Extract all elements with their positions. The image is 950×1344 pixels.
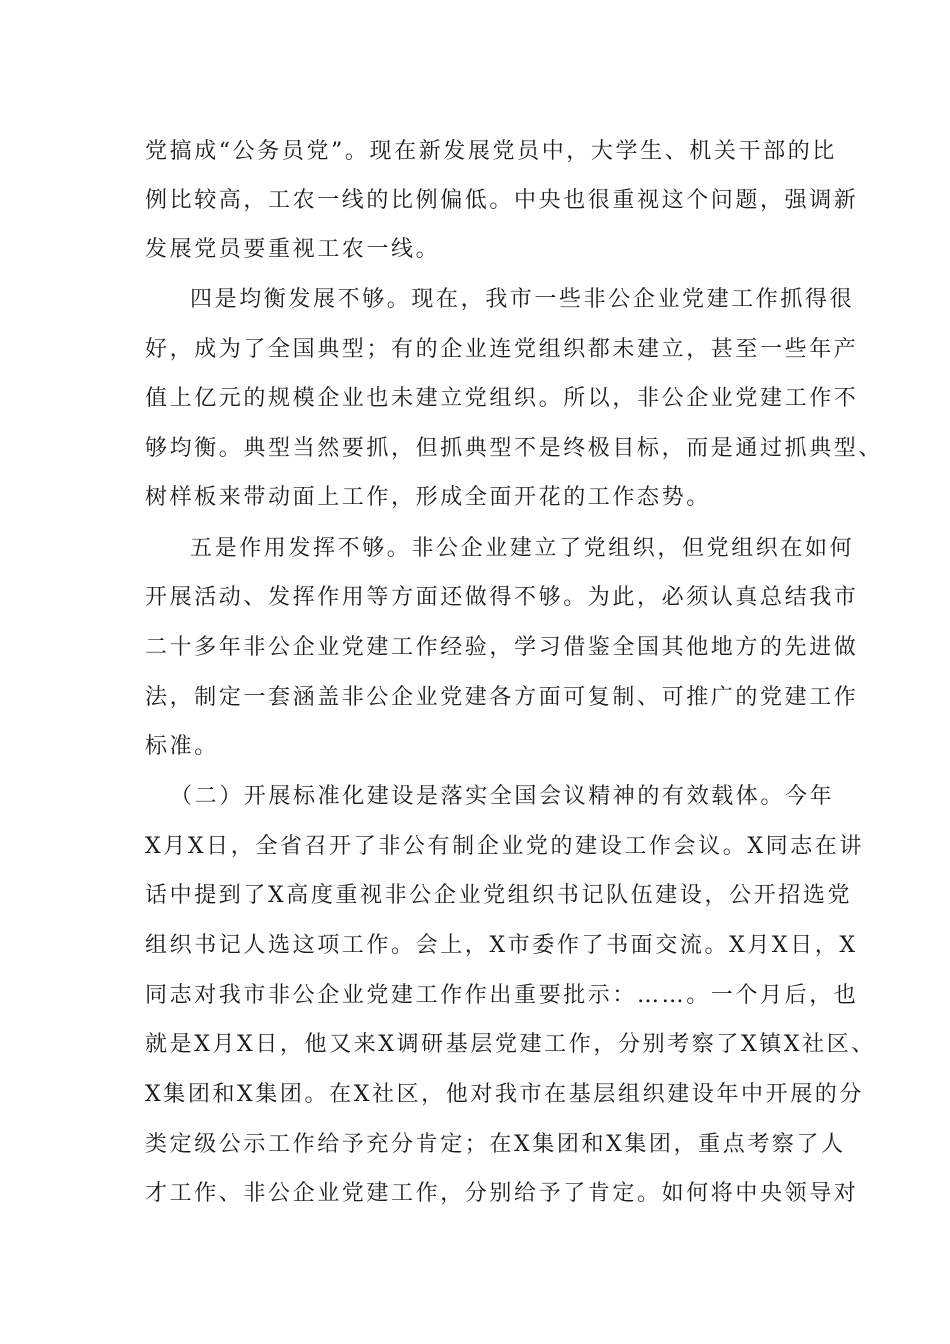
text-line-2: 例比较高，工农一线的比例偏低。中央也很重视这个问题，强调新 xyxy=(145,188,859,213)
text-line-10: 开展活动、发挥作用等方面还做得不够。为此，必须认真总结我市 xyxy=(145,585,859,610)
text-line-13: 标准。 xyxy=(145,734,219,759)
text-line-4: 四是均衡发展不够。现在，我市一些非公企业党建工作抓得很 xyxy=(190,287,855,312)
text-line-9: 五是作用发挥不够。非公企业建立了党组织，但党组织在如何 xyxy=(190,536,855,561)
text-line-11: 二十多年非公企业党建工作经验，学习借鉴全国其他地方的先进做 xyxy=(145,635,859,660)
text-line-18: 同志对我市非公企业党建工作作出重要批示：……。一个月后，也 xyxy=(145,983,859,1008)
text-line-5: 好，成为了全国典型；有的企业连党组织都未建立，甚至一些年产 xyxy=(145,337,859,362)
text-line-3: 发展党员要重视工农一线。 xyxy=(145,237,441,262)
text-line-17: 组织书记人选这项工作。会上，X市委作了书面交流。X月X日，X xyxy=(145,933,858,958)
text-line-20: X集团和X集团。在X社区，他对我市在基层组织建设年中开展的分 xyxy=(145,1082,864,1107)
text-line-14: （二）开展标准化建设是落实全国会议精神的有效载体。今年 xyxy=(170,784,835,809)
text-line-21: 类定级公示工作给予充分肯定；在X集团和X集团，重点考察了人 xyxy=(145,1132,846,1157)
text-line-7: 够均衡。典型当然要抓，但抓典型不是终极目标，而是通过抓典型、 xyxy=(145,436,884,461)
text-line-8: 树样板来带动面上工作，形成全面开花的工作态势。 xyxy=(145,485,711,510)
text-line-16: 话中提到了X高度重视非公企业党组织书记队伍建设，公开招选党 xyxy=(145,883,853,908)
text-line-22: 才工作、非公企业党建工作，分别给予了肯定。如何将中央领导对 xyxy=(145,1181,859,1206)
text-line-15: X月X日，全省召开了非公有制企业党的建设工作会议。X同志在讲 xyxy=(145,834,864,859)
text-line-1: 党搞成“公务员党”。现在新发展党员中，大学生、机关干部的比 xyxy=(145,139,837,164)
text-line-19: 就是X月X日，他又来X调研基层党建工作，分别考察了X镇X社区、 xyxy=(145,1032,876,1057)
text-line-6: 值上亿元的规模企业也未建立党组织。所以，非公企业党建工作不 xyxy=(145,386,859,411)
text-line-12: 法，制定一套涵盖非公企业党建各方面可复制、可推广的党建工作 xyxy=(145,685,859,710)
